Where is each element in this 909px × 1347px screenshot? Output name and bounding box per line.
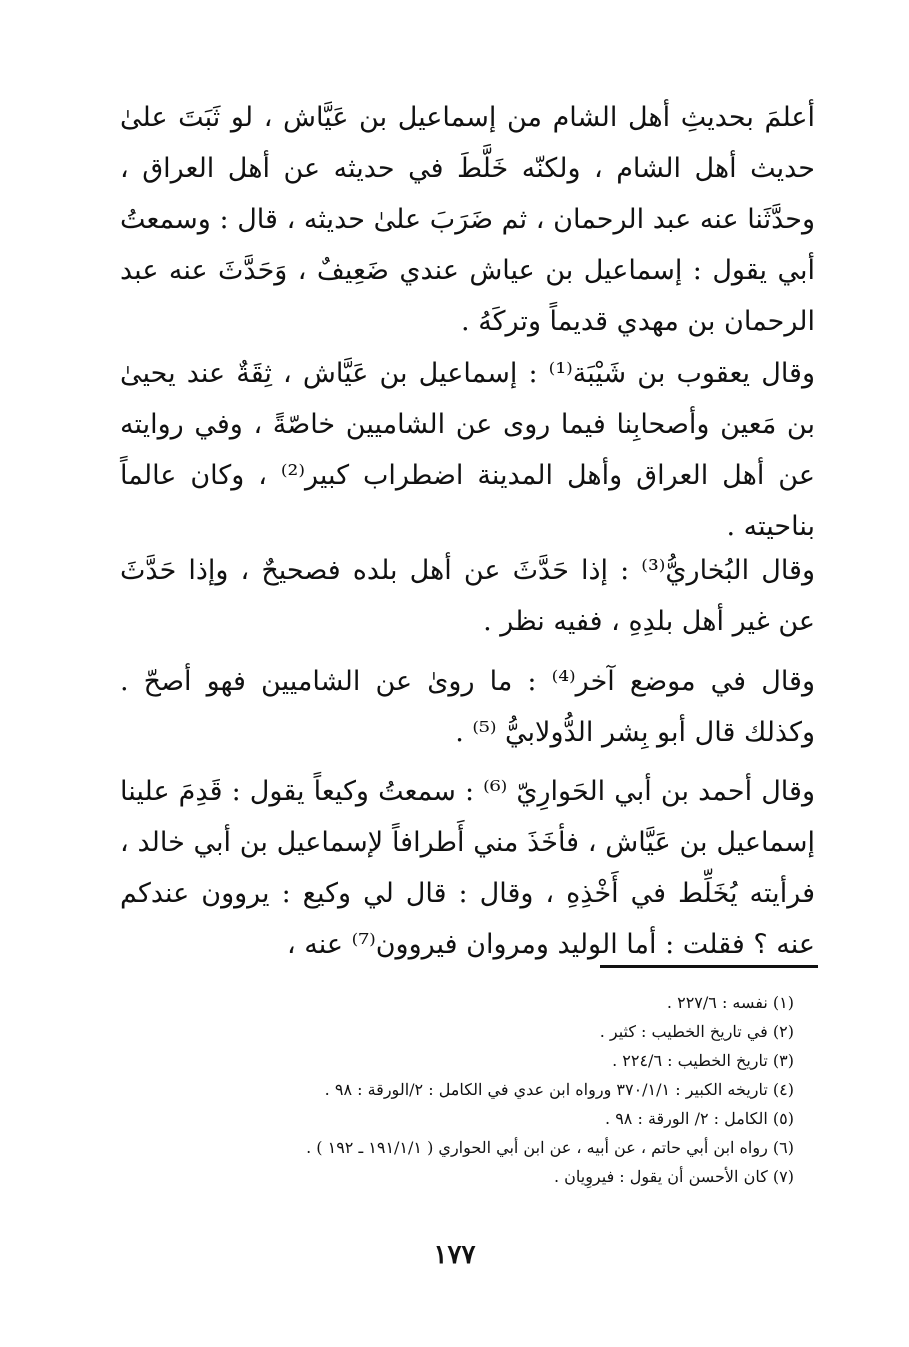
paragraph-text: وقال يعقوب بن شَيْبَة⁽¹⁾ : إسماعيل بن عَيَّاش ، ثِقَةٌ عند يحيىٰ بن مَعين وأصحابِنا فيما روى عن الشاميين خاصّةً ، وفي روايته عن أهل العراق وأهل المدينة اضطراب كبير⁽²⁾ ، وكان عالماً بناحيته . <box>120 358 815 542</box>
footnote-divider <box>600 965 818 968</box>
paragraph-text: وقال في موضع آخر⁽⁴⁾ : ما روىٰ عن الشاميين فهو أصحّ . وكذلك قال أبو بِشر الدُّولابيُّ ⁽⁵⁾ . <box>120 666 815 748</box>
paragraph-text: وقال البُخاريُّ⁽³⁾ : إذا حَدَّثَ عن أهل بلده فصحيحٌ ، وإذا حَدَّثَ عن غير أهل بلدِهِ ، ففيه نظر . <box>120 555 815 637</box>
footnote-3: (٣) تاريخ الخطيب : ٢٢٤/٦ . <box>612 1051 794 1070</box>
paragraph-5 <box>120 766 815 970</box>
page-number: ١٧٧ <box>433 1240 476 1270</box>
footnote-6: (٦) رواه ابن أبي حاتم ، عن أبيه ، عن ابن أبي الحواري ( ١٩١/١/١ ـ ١٩٢ ) . <box>306 1138 794 1157</box>
footnote-2: (٢) في تاريخ الخطيب : كثير . <box>599 1022 794 1041</box>
footnote-1: (١) نفسه : ٢٢٧/٦ . <box>666 993 794 1012</box>
footnote-4: (٤) تاريخه الكبير : ٣٧٠/١/١ ورواه ابن عدي في الكامل : ٢/الورقة : ٩٨ . <box>324 1080 794 1099</box>
footnote-7: (٧) كان الأحسن أن يقول : فيروِيان . <box>553 1167 794 1186</box>
footnote-5: (٥) الكامل : ٢/ الورقة : ٩٨ . <box>605 1109 794 1128</box>
paragraph-3 <box>120 545 815 647</box>
paragraph-2 <box>120 348 815 552</box>
footnotes <box>120 988 794 1191</box>
paragraph-1 <box>120 92 815 347</box>
paragraph-text: وقال أحمد بن أبي الحَوارِيّ ⁽⁶⁾ : سمعتُ وكيعاً يقول : قَدِمَ علينا إسماعيل بن عَيَّاش ، فأخَذَ مني أَطرافاً لإسماعيل بن أبي خالد ، فرأيته يُخَلِّط في أَخْذِهِ ، وقال : قال لي وكيع : يروون عندكم عنه ؟ فقلت : أما الوليد ومروان فيروون⁽⁷⁾ عنه ، <box>120 776 815 960</box>
paragraph-4 <box>120 656 815 758</box>
paragraph-text: أعلمَ بحديثِ أهل الشام من إسماعيل بن عَيَّاش ، لو ثَبَتَ علىٰ حديث أهل الشام ، ولكنّه خَلَّطَ في حديثه عن أهل العراق ، وحدَّثَنا عنه عبد الرحمان ، ثم ضَرَبَ علىٰ حديثه ، قال : وسمعتُ أبي يقول : إسماعيل بن عياش عندي ضَعِيفٌ ، وَحَدَّثَ عنه عبد الرحمان بن مهدي قديماً وتركَهُ . <box>120 102 815 337</box>
